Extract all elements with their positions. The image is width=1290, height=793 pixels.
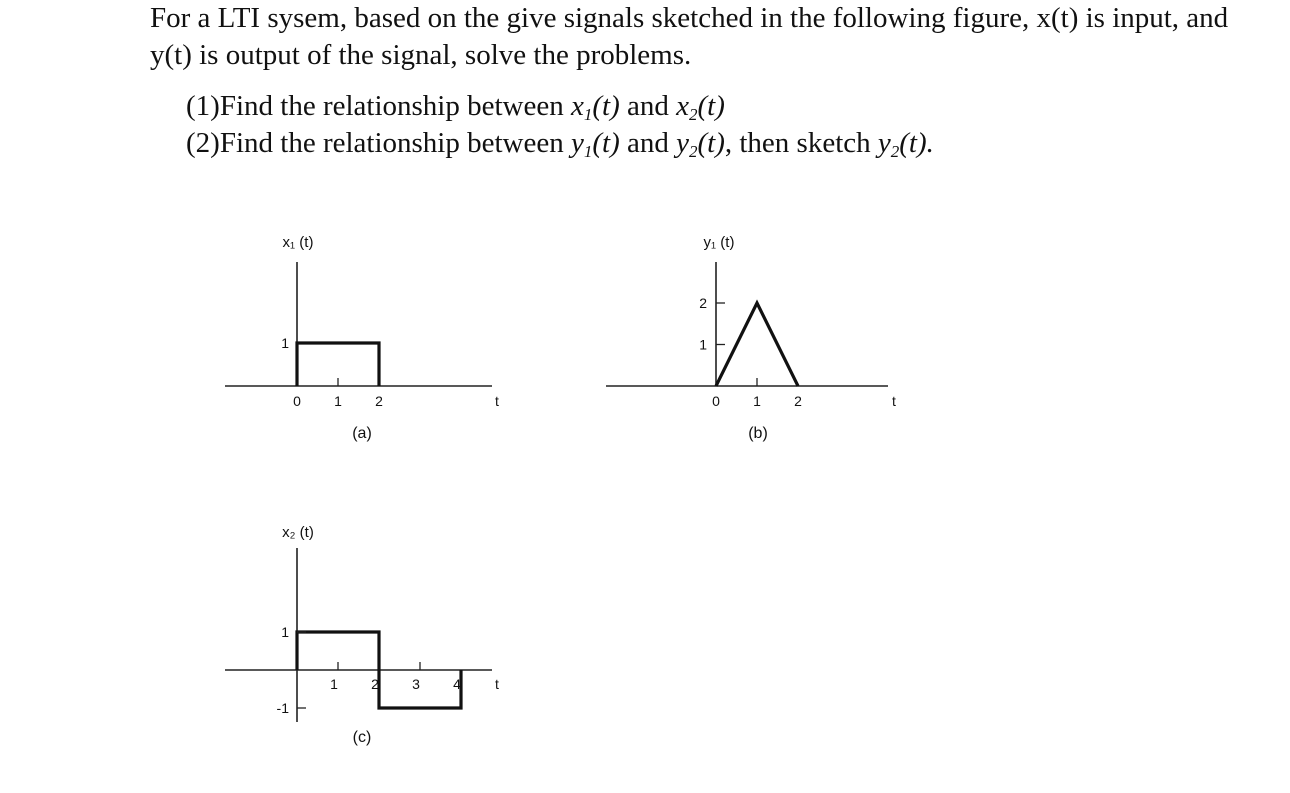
- signal-argument: (t): [592, 90, 620, 122]
- question-number: (2): [186, 127, 220, 159]
- signal-symbol: y: [877, 127, 891, 159]
- signal-subscript: 2: [890, 142, 900, 161]
- conjunction: and: [626, 127, 669, 159]
- signal-symbol: y: [570, 127, 584, 159]
- y-axis-label: x₁ (t): [282, 234, 314, 251]
- signal-subscript: 2: [688, 142, 698, 161]
- x-tick-label: 0: [712, 393, 720, 409]
- y-axis-label: y₁ (t): [703, 234, 735, 251]
- y-axis-label: x₂ (t): [282, 524, 314, 541]
- signal-subscript: 2: [688, 105, 698, 124]
- signal-symbol: x: [570, 90, 584, 122]
- signal-plot-2: [606, 234, 896, 442]
- question-text: Find the relationship between: [219, 90, 564, 122]
- question-text: Find the relationship between: [219, 127, 564, 159]
- signal-argument: (t): [697, 90, 725, 122]
- x-tick-label: 1: [753, 393, 761, 409]
- x-tick-label: 3: [412, 676, 420, 692]
- y-tick-label: 1: [281, 335, 289, 351]
- signal-argument: (t): [697, 127, 725, 159]
- x-axis-label: t: [495, 676, 499, 692]
- y-tick-label: 1: [281, 624, 289, 640]
- panel-label: (a): [352, 425, 372, 442]
- x-tick-label: 4: [453, 676, 461, 692]
- x-axis-label: t: [495, 393, 499, 409]
- signal-subscript: 1: [583, 142, 593, 161]
- signal-symbol: y: [676, 127, 689, 159]
- x-tick-label: 2: [375, 393, 383, 409]
- x-tick-label: 2: [371, 676, 379, 692]
- question-number: (1): [186, 90, 220, 122]
- signal-plot-1: [225, 234, 499, 442]
- problem-intro: For a LTI sysem, based on the give signals sketched in the following figure, x(t) is input, and y(t) is output of the signal, solve the problems.: [150, 2, 1229, 71]
- y-tick-label: 2: [699, 295, 707, 311]
- panel-label: (c): [352, 729, 372, 746]
- panel-label: (b): [748, 425, 768, 442]
- signal-argument: (t).: [899, 127, 934, 159]
- signal-plot-3: [225, 524, 499, 746]
- x-tick-label: 2: [794, 393, 802, 409]
- conjunction: and: [626, 90, 669, 122]
- y-tick-label: 1: [699, 336, 707, 353]
- question-tail: , then sketch: [724, 127, 871, 159]
- x-axis-label: t: [892, 393, 896, 409]
- x-tick-label: 1: [330, 676, 338, 692]
- signal-argument: (t): [592, 127, 620, 159]
- signal-trace: [716, 303, 798, 386]
- signal-symbol: x: [676, 90, 689, 122]
- y-tick-label: -1: [276, 700, 289, 716]
- x-tick-label: 1: [334, 393, 342, 409]
- signal-subscript: 1: [583, 105, 593, 124]
- x-tick-label: 0: [293, 393, 301, 409]
